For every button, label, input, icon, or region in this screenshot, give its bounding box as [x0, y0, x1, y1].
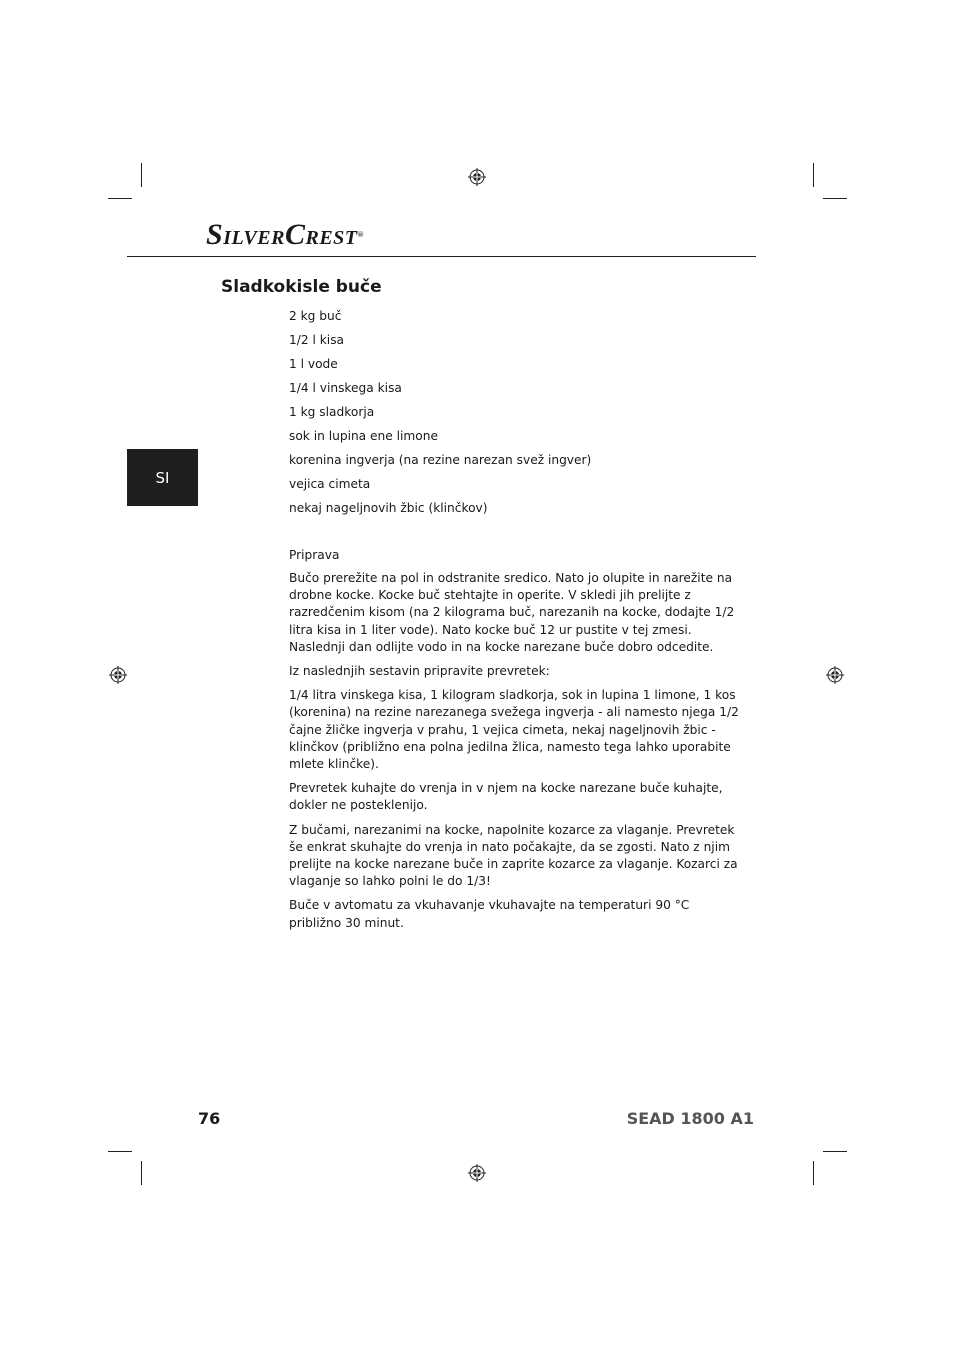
recipe-title: Sladkokisle buče — [221, 277, 382, 297]
ingredient-item: 1/4 l vinskega kisa — [289, 381, 402, 395]
ingredient-item: 1 kg sladkorja — [289, 405, 375, 419]
crop-mark-top-right-h — [823, 198, 847, 199]
method-heading: Priprava — [289, 548, 340, 562]
crop-mark-bottom-left-h — [108, 1151, 132, 1152]
method-paragraph: Iz naslednjih sestavin pripravite prevretek: — [289, 664, 550, 679]
ingredient-item: korenina ingverja (na rezine narezan svež ingver) — [289, 453, 592, 467]
ingredient-item: 1/2 l kisa — [289, 333, 345, 347]
registration-mark-left-icon — [109, 666, 127, 684]
model-number: SEAD 1800 A1 — [626, 1109, 754, 1128]
crop-mark-bottom-right-v — [813, 1161, 814, 1185]
ingredient-item: vejica cimeta — [289, 477, 371, 491]
crop-mark-bottom-right-h — [823, 1151, 847, 1152]
brand-logo: SILVERCREST® — [206, 218, 364, 251]
ingredient-item: nekaj nageljnovih žbic (klinčkov) — [289, 501, 488, 515]
method-paragraph: Z bučami, narezanimi na kocke, napolnite kozarce za vlaganje. Prevretek še enkrat skuhajte do vrenja in nato počakajte, da se zgosti. Nato z njim prelijte na kocke narezane buče in zaprite kozarce za vlaganje. Kozarci za vlaganje so lahko polni le do 1/3! — [289, 822, 738, 889]
method-paragraph: Bučo prerežite na pol in odstranite sredico. Nato jo olupite in narežite na drobne kocke. Kocke buč stehtajte in operite. V skledi jih prelijte z razredčenim kisom (na 2 kilograma buč, narezanih na kocke, dodajte 1/2 litra kisa in 1 liter vode). Nato kocke buč 12 ur pustite v tej zmesi. Naslednji dan odlijte vodo in na kocke narezane buče dobro odcedite. — [289, 571, 735, 654]
crop-mark-top-right-v — [813, 163, 814, 187]
page-number: 76 — [198, 1109, 221, 1128]
header-rule — [127, 256, 756, 257]
registration-mark-right-icon — [826, 666, 844, 684]
ingredient-item: 1 l vode — [289, 357, 338, 371]
method-section — [289, 546, 744, 939]
crop-mark-bottom-left-v — [141, 1161, 142, 1185]
method-paragraph: 1/4 litra vinskega kisa, 1 kilogram sladkorja, sok in lupina 1 limone, 1 kos (korenina) na rezine narezanega svežega ingverja - ali namesto njega 1/2 čajne žličke ingverja v prahu, 1 vejica cimeta, nekaj nageljnovih žbic - klinčkov (približno ena polna jedilna žlica, namesto tega lahko uporabite mlete klinčke). — [289, 688, 739, 772]
language-tab-label: SI — [155, 468, 170, 487]
registration-mark-bottom-icon — [468, 1164, 486, 1182]
crop-mark-top-left-v — [141, 163, 142, 187]
ingredient-item: 2 kg buč — [289, 309, 342, 323]
registration-mark-top-icon — [468, 168, 486, 186]
ingredient-list — [289, 304, 759, 520]
ingredient-item: sok in lupina ene limone — [289, 429, 438, 443]
method-paragraph: Buče v avtomatu za vkuhavanje vkuhavajte na temperaturi 90 °C približno 30 minut. — [289, 898, 690, 930]
language-tab — [127, 449, 198, 506]
method-paragraph: Prevretek kuhajte do vrenja in v njem na kocke narezane buče kuhajte, dokler ne posteklenijo. — [289, 781, 723, 813]
crop-mark-top-left-h — [108, 198, 132, 199]
